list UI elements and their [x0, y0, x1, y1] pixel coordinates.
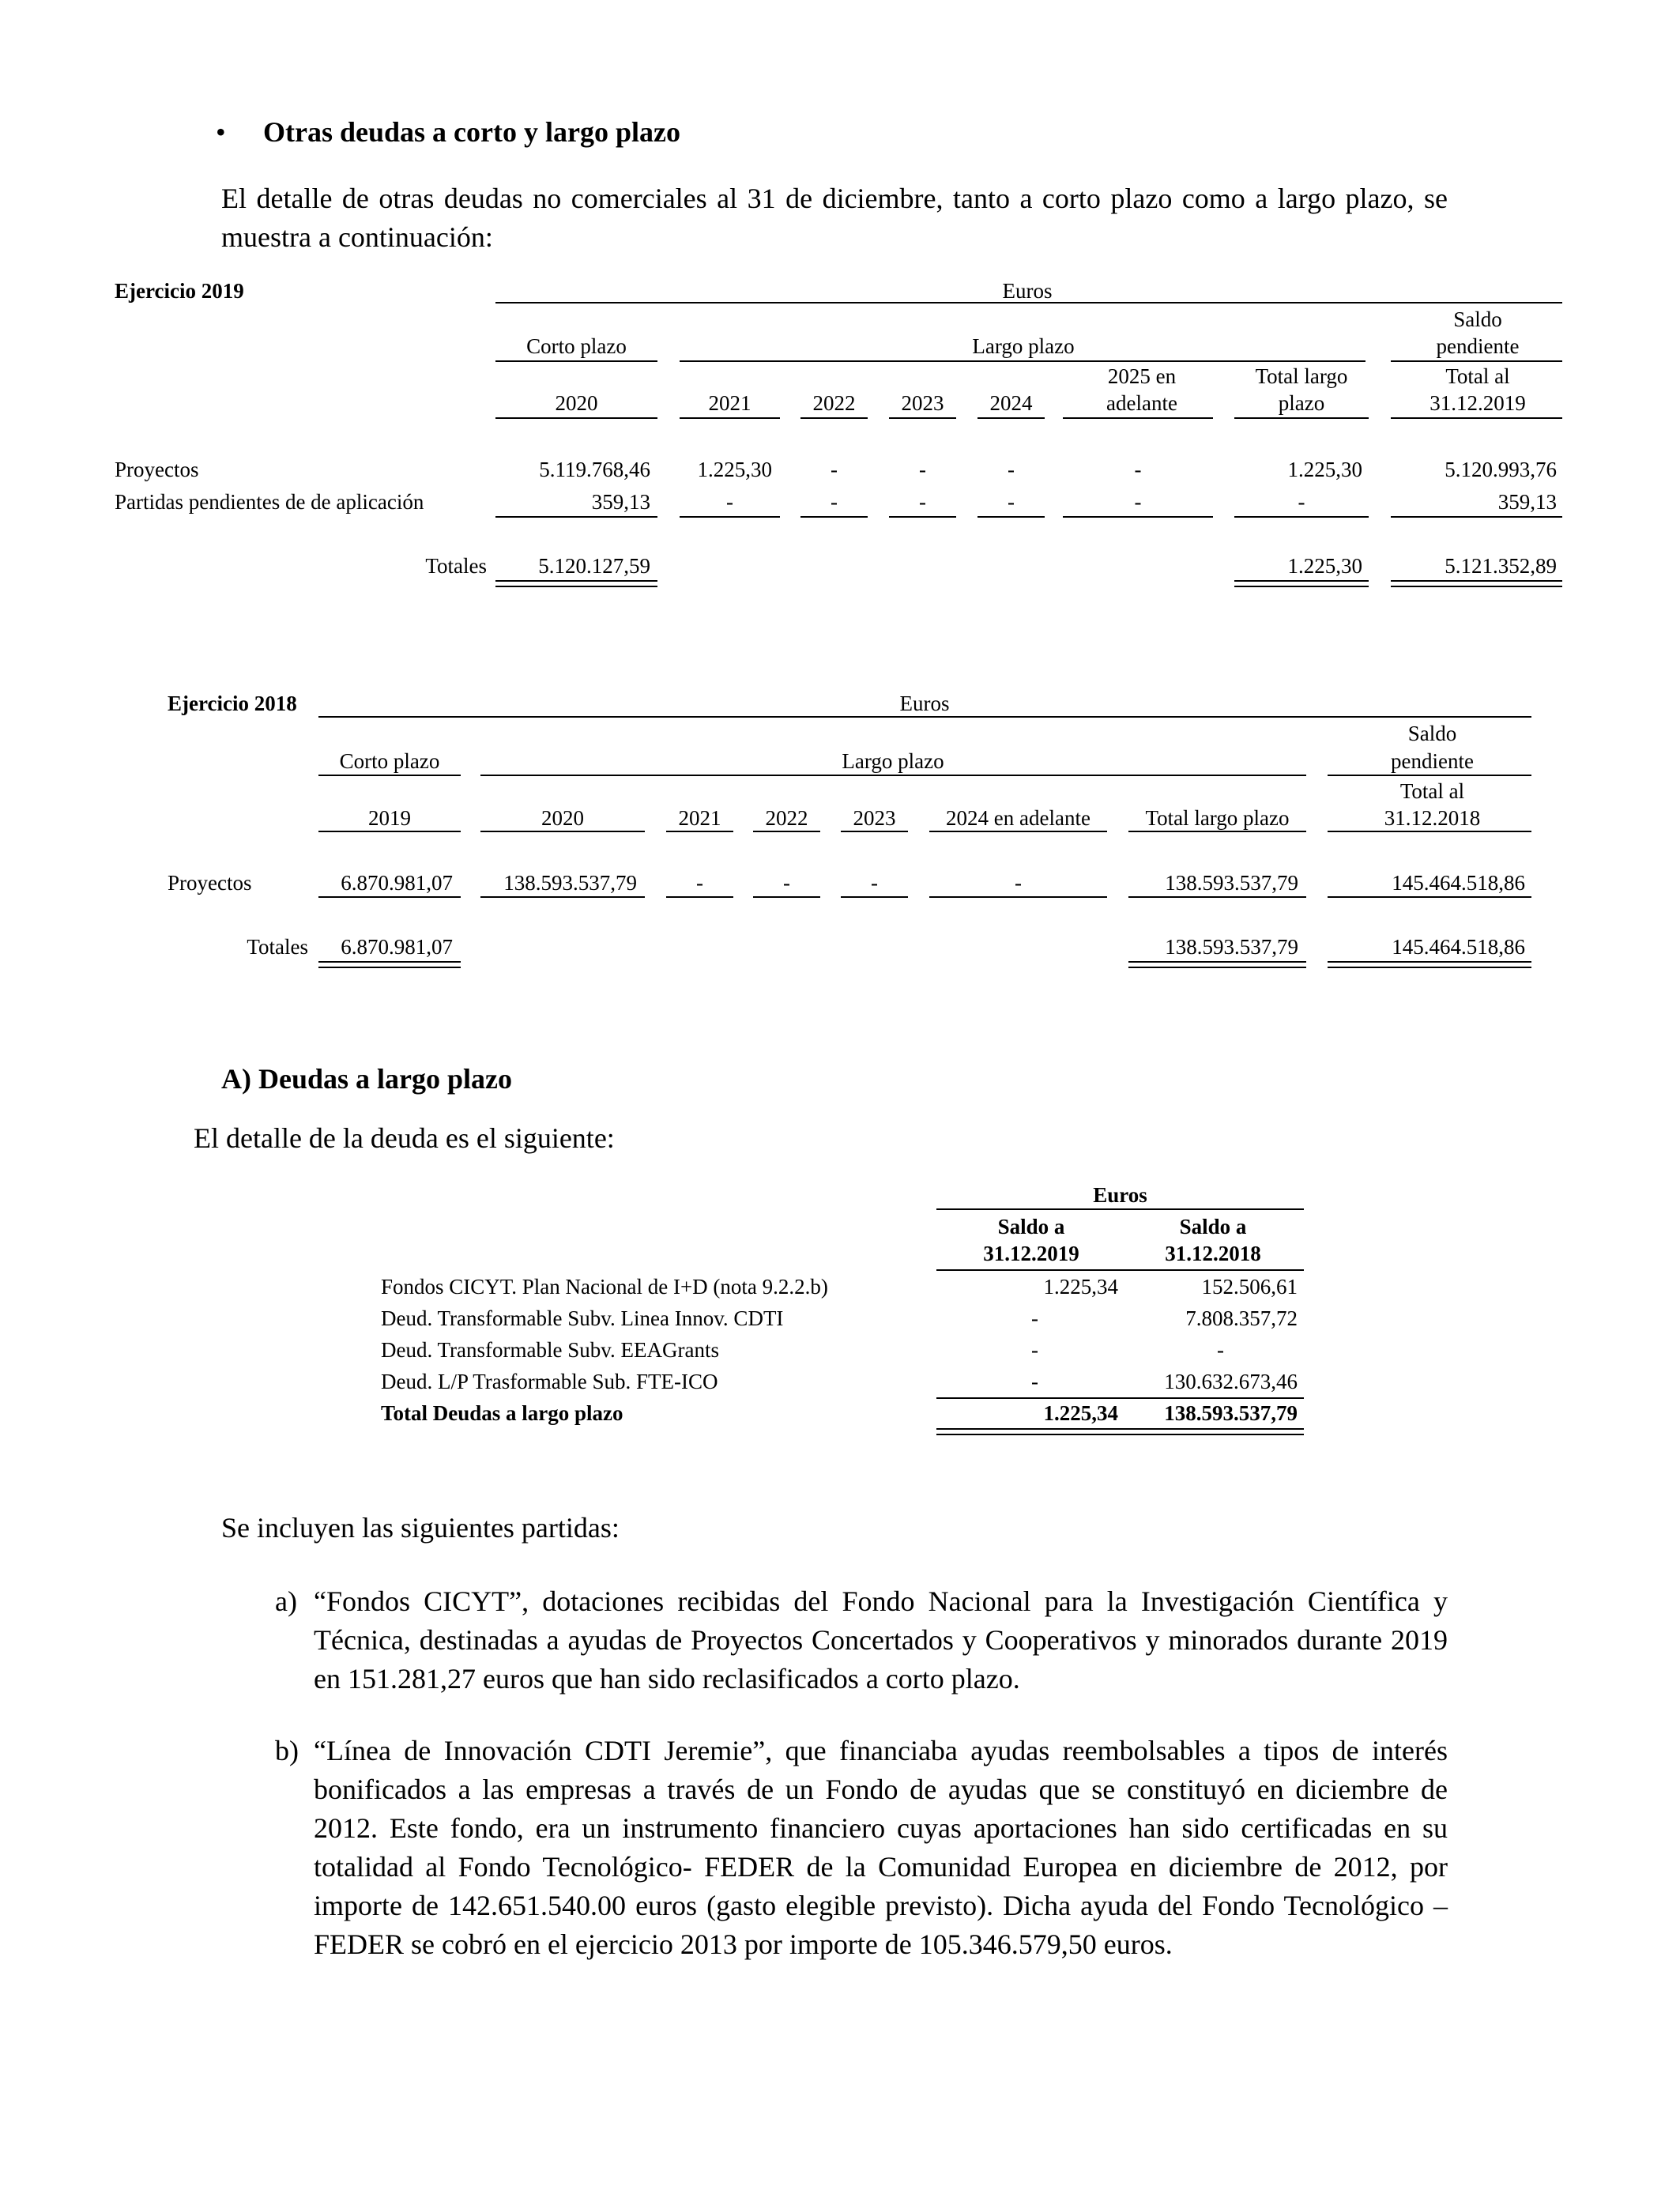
total-saldo: 5.121.352,89: [1445, 554, 1557, 578]
table-2019-totalal-1: Total al: [1445, 364, 1510, 388]
total-largo: 138.593.537,79: [1165, 935, 1298, 959]
cell: -: [1015, 871, 1022, 895]
cell: 138.593.537,79: [1165, 871, 1298, 895]
list-line: importe de 142.651.540.00 euros (gasto elegible previsto). Dicha ayuda del Fondo Tecnológico –: [314, 1890, 1448, 1921]
cell: -: [783, 871, 790, 895]
intro-line-1: El detalle de otras deudas no comerciales al 31 de diciembre, tanto a corto plazo como a largo plazo, se: [221, 183, 1448, 214]
col-total-largo: Total largo plazo: [1145, 806, 1290, 830]
total-label: Total Deudas a largo plazo: [381, 1401, 623, 1425]
cell: 138.593.537,79: [503, 871, 637, 895]
row-label: Proyectos: [115, 458, 199, 481]
row-label: Partidas pendientes de de aplicación: [115, 490, 424, 514]
cell: 359,13: [1497, 490, 1557, 514]
list-marker: b): [275, 1735, 299, 1766]
col-2019: 2019: [368, 806, 411, 830]
table-2018-saldo-1: Saldo: [1407, 722, 1457, 745]
row-label: Proyectos: [168, 871, 252, 895]
col-2023: 2023: [901, 391, 944, 415]
list-marker: a): [275, 1585, 297, 1617]
table-2018-totalal-2: 31.12.2018: [1384, 806, 1481, 830]
table-2019-2025-1: 2025 en: [1107, 364, 1177, 388]
list-line: 2012. Este fondo, era un instrumento financiero cuyas aportaciones han sido certificadas en su: [314, 1812, 1448, 1844]
table-2018-totalal-1: Total al: [1399, 779, 1465, 803]
col-2022: 2022: [765, 806, 808, 830]
table-2019-euros: Euros: [1002, 279, 1053, 303]
cell: 130.632.673,46: [1164, 1370, 1298, 1393]
total-b: 138.593.537,79: [1164, 1401, 1298, 1425]
total-corto: 6.870.981,07: [341, 935, 453, 959]
col-2024: 2024: [989, 391, 1033, 415]
cell: 5.119.768,46: [539, 458, 650, 481]
cell: 7.808.357,72: [1185, 1306, 1298, 1330]
table-2019-saldo-1: Saldo: [1453, 307, 1502, 331]
col2-line1: Saldo a: [1179, 1215, 1247, 1238]
table-2019-totalal-2: 31.12.2019: [1430, 391, 1526, 415]
list-line: FEDER se cobró en el ejercicio 2013 por importe de 105.346.579,50 euros.: [314, 1928, 1173, 1960]
col-2024-adelante: 2024 en adelante: [946, 806, 1090, 830]
cell: -: [696, 871, 703, 895]
table-2018-label: Ejercicio 2018: [168, 692, 297, 715]
total-largo: 1.225,30: [1287, 554, 1362, 578]
row-label: Deud. L/P Trasformable Sub. FTE-ICO: [381, 1370, 718, 1393]
table-2019-saldo-2: pendiente: [1436, 334, 1520, 358]
col2-line2: 31.12.2018: [1165, 1242, 1261, 1265]
table-2018-corto: Corto plazo: [339, 749, 440, 773]
cell: 6.870.981,07: [341, 871, 453, 895]
list-line: en 151.281,27 euros que han sido reclasificados a corto plazo.: [314, 1663, 1020, 1695]
cell: -: [1134, 458, 1142, 481]
row-label: Deud. Transformable Subv. EEAGrants: [381, 1338, 719, 1362]
list-line: “Fondos CICYT”, dotaciones recibidas del Fondo Nacional para la Investigación Científica y: [314, 1585, 1448, 1617]
cell: 1.225,30: [697, 458, 772, 481]
cell: -: [1217, 1338, 1224, 1362]
cell: 5.120.993,76: [1445, 458, 1557, 481]
col-2020: 2020: [541, 806, 584, 830]
cell: -: [726, 490, 733, 514]
totales-label: Totales: [425, 554, 487, 578]
col1-line2: 31.12.2019: [983, 1242, 1079, 1265]
col1-line1: Saldo a: [997, 1215, 1065, 1238]
cell: -: [1031, 1306, 1038, 1330]
list-line: bonificados a las empresas a través de un Fondo de ayudas que se constituyó en diciembre de: [314, 1774, 1448, 1805]
cell: -: [871, 871, 878, 895]
cell: -: [831, 458, 838, 481]
list-line: totalidad al Fondo Tecnológico- FEDER de la Comunidad Europea en diciembre de 2012, por: [314, 1851, 1448, 1883]
total-a: 1.225,34: [1043, 1401, 1118, 1425]
cell: -: [1031, 1370, 1038, 1393]
col-2022: 2022: [812, 391, 856, 415]
cell: 1.225,34: [1043, 1275, 1118, 1299]
cell: -: [1008, 458, 1015, 481]
cell: -: [1298, 490, 1305, 514]
cell: -: [1031, 1338, 1038, 1362]
col-2020: 2020: [555, 391, 598, 415]
col-2021: 2021: [678, 806, 721, 830]
total-corto: 5.120.127,59: [538, 554, 650, 578]
cell: 152.506,61: [1201, 1275, 1298, 1299]
table-2019-totlp-1: Total largo: [1255, 364, 1348, 388]
table-2018-euros: Euros: [899, 692, 950, 715]
cell: -: [919, 458, 926, 481]
list-line: “Línea de Innovación CDTI Jeremie”, que financiaba ayudas reembolsables a tipos de interés: [314, 1735, 1448, 1766]
list-line: Técnica, destinadas a ayudas de Proyectos Concertados y Cooperativos y minorados durante 2019: [314, 1624, 1448, 1656]
row-label: Fondos CICYT. Plan Nacional de I+D (nota 9.2.2.b): [381, 1275, 828, 1299]
cell: -: [919, 490, 926, 514]
table-2018-largo: Largo plazo: [842, 749, 944, 773]
table-2019-2025-2: adelante: [1106, 391, 1177, 415]
section-title: Otras deudas a corto y largo plazo: [263, 116, 680, 148]
table-2018-saldo-2: pendiente: [1391, 749, 1474, 773]
deudas-lp-heading: A) Deudas a largo plazo: [221, 1063, 512, 1095]
table-2019-largo: Largo plazo: [972, 334, 1075, 358]
cell: -: [831, 490, 838, 514]
cell: -: [1008, 490, 1015, 514]
row-label: Deud. Transformable Subv. Linea Innov. CDTI: [381, 1306, 784, 1330]
col-2023: 2023: [853, 806, 896, 830]
deudas-lp-intro: El detalle de la deuda es el siguiente:: [194, 1122, 615, 1154]
table-2019-totlp-2: plazo: [1278, 391, 1325, 415]
table-2019-label: Ejercicio 2019: [115, 279, 244, 303]
bullet: •: [216, 116, 226, 148]
cell: 359,13: [591, 490, 650, 514]
cell: 145.464.518,86: [1392, 871, 1525, 895]
cell: -: [1134, 490, 1142, 514]
cell: 1.225,30: [1287, 458, 1362, 481]
col-2021: 2021: [708, 391, 751, 415]
totales-label: Totales: [247, 935, 308, 959]
table-2019-corto: Corto plazo: [526, 334, 627, 358]
partidas-intro: Se incluyen las siguientes partidas:: [221, 1512, 620, 1544]
intro-line-2: muestra a continuación:: [221, 221, 493, 253]
total-saldo: 145.464.518,86: [1392, 935, 1525, 959]
deudas-lp-euros: Euros: [1093, 1183, 1147, 1207]
